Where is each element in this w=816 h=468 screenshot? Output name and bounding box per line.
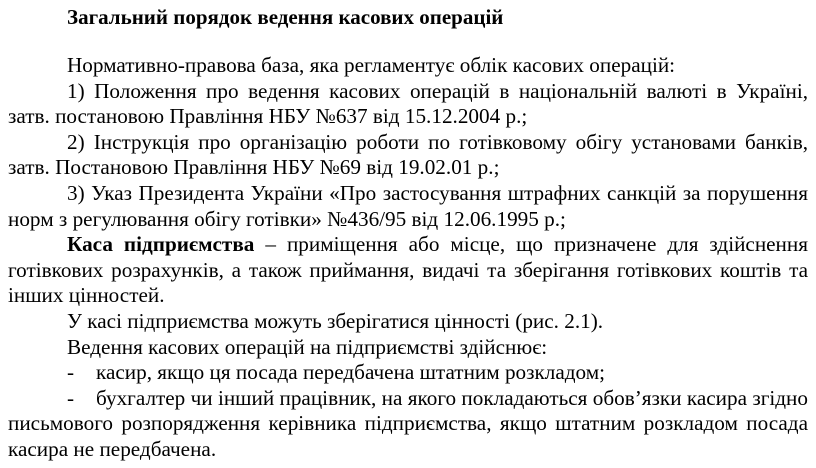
dash-item-text: бухгалтер чи інший працівник, на якого покладаються обов’язки касира згідно письмового розпорядження керівника підприємства, якщо штатним розкладом посада касира не передбачена. (8, 385, 808, 461)
dash-item-2 (8, 386, 808, 463)
page-title: Загальний порядок ведення касових операцій (67, 5, 504, 29)
definition-paragraph (8, 232, 808, 309)
dash-item-text: касир, якщо ця посада передбачена штатним розкладом; (96, 360, 606, 385)
definition-text: – приміщення або місце, що призначене для здійснення готівкових розрахунків, а також приймання, видачі та зберігання готівкових коштів та інших цінностей. (8, 232, 808, 308)
regulation-item-1: 1) Положення про ведення касових операцій в національній валюті в Україні, затв. постановою Правління НБУ №637 від 15.12.2004 р.; (8, 78, 808, 129)
definition-term: Каса підприємства (67, 232, 255, 257)
intro-paragraph: Нормативно-правова база, яка регламентує облік касових операцій: (67, 53, 676, 77)
conduct-intro: Ведення касових операцій на підприємстві здійснює: (67, 334, 548, 359)
storage-note: У касі підприємства можуть зберігатися цінності (рис. 2.1). (67, 308, 604, 333)
regulation-item-3: 3) Указ Президента України «Про застосування штрафних санкцій за порушення норм з регулювання обігу готівки» №436/95 від 12.06.1995 р.; (8, 180, 808, 231)
dash-symbol: - (67, 360, 75, 385)
regulation-item-2: 2) Інструкція про організацію роботи по готівковому обігу установами банків, затв. Постановою Правління НБУ №69 від 19.02.01 р.; (8, 129, 808, 180)
dash-item-1 (8, 360, 808, 386)
document-body (8, 53, 808, 463)
dash-symbol: - (67, 385, 75, 410)
